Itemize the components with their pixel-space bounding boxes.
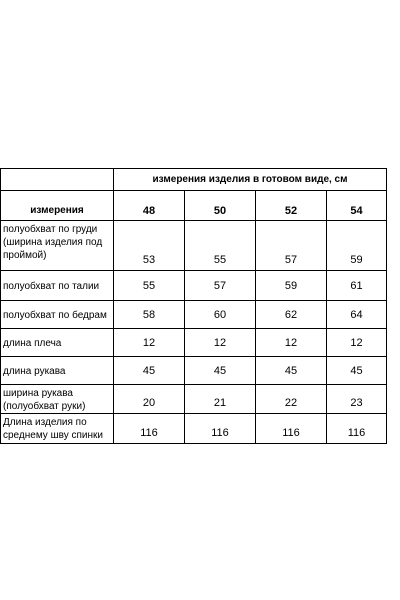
row-value: 12 bbox=[327, 329, 387, 357]
corner-cell bbox=[1, 169, 114, 191]
row-value: 116 bbox=[256, 414, 327, 444]
table-row bbox=[1, 414, 387, 444]
size-header-50: 50 bbox=[185, 191, 256, 221]
size-header-54: 54 bbox=[327, 191, 387, 221]
row-value: 61 bbox=[327, 271, 387, 301]
row-label-waist: полуобхват по талии bbox=[1, 271, 114, 301]
size-header-52: 52 bbox=[256, 191, 327, 221]
row-value: 55 bbox=[185, 221, 256, 271]
row-value: 22 bbox=[256, 385, 327, 414]
size-chart-table bbox=[0, 168, 387, 444]
row-value: 116 bbox=[327, 414, 387, 444]
row-value: 20 bbox=[114, 385, 185, 414]
row-label-bust: полуобхват по груди (ширина изделия под проймой) bbox=[1, 221, 114, 271]
row-value: 12 bbox=[256, 329, 327, 357]
row-value: 58 bbox=[114, 301, 185, 329]
table-row bbox=[1, 329, 387, 357]
table-row bbox=[1, 221, 387, 271]
row-label-hips: полуобхват по бедрам bbox=[1, 301, 114, 329]
row-value: 64 bbox=[327, 301, 387, 329]
row-value: 116 bbox=[114, 414, 185, 444]
row-value: 12 bbox=[185, 329, 256, 357]
row-value: 59 bbox=[327, 221, 387, 271]
table-row bbox=[1, 357, 387, 385]
table-row bbox=[1, 301, 387, 329]
row-value: 21 bbox=[185, 385, 256, 414]
caption-row bbox=[1, 169, 387, 191]
row-value: 45 bbox=[327, 357, 387, 385]
row-value: 23 bbox=[327, 385, 387, 414]
measure-header: измерения bbox=[1, 191, 114, 221]
row-label-sleeve-width: ширина рукава (полуобхват руки) bbox=[1, 385, 114, 414]
row-label-sleeve-length: длина рукава bbox=[1, 357, 114, 385]
row-value: 57 bbox=[256, 221, 327, 271]
row-value: 12 bbox=[114, 329, 185, 357]
row-value: 53 bbox=[114, 221, 185, 271]
row-label-back-length: Длина изделия по среднему шву спинки bbox=[1, 414, 114, 444]
row-value: 45 bbox=[256, 357, 327, 385]
table-caption: измерения изделия в готовом виде, см bbox=[114, 169, 387, 191]
header-row bbox=[1, 191, 387, 221]
row-value: 116 bbox=[185, 414, 256, 444]
table-row bbox=[1, 385, 387, 414]
size-header-48: 48 bbox=[114, 191, 185, 221]
row-value: 55 bbox=[114, 271, 185, 301]
row-value: 62 bbox=[256, 301, 327, 329]
table-row bbox=[1, 271, 387, 301]
row-value: 59 bbox=[256, 271, 327, 301]
row-value: 60 bbox=[185, 301, 256, 329]
row-label-shoulder: длина плеча bbox=[1, 329, 114, 357]
row-value: 45 bbox=[185, 357, 256, 385]
row-value: 57 bbox=[185, 271, 256, 301]
row-value: 45 bbox=[114, 357, 185, 385]
